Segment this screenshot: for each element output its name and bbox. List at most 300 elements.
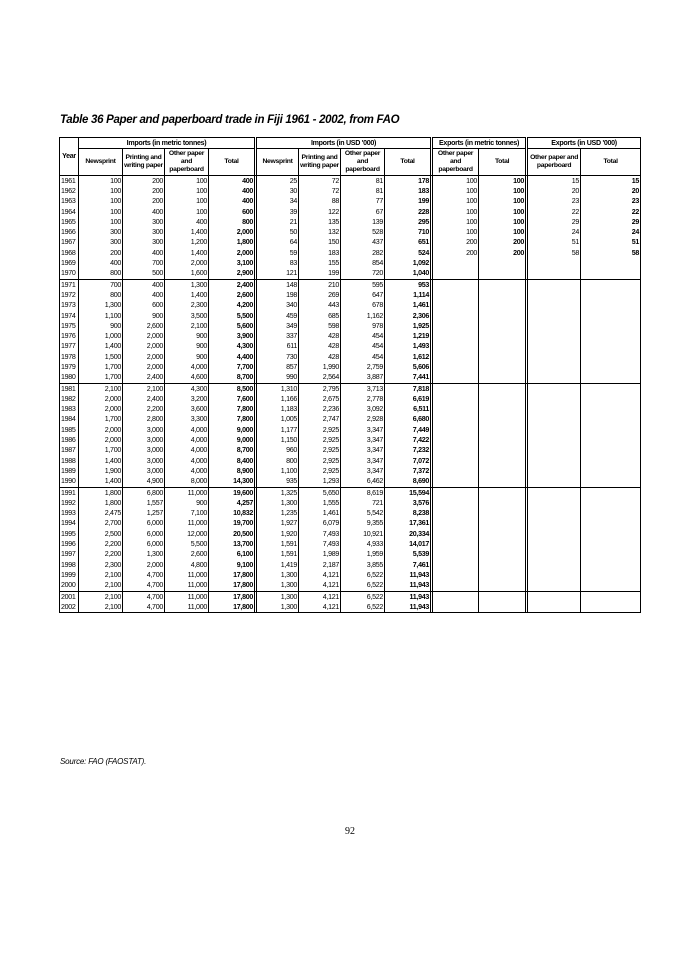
value-cell: 6,800	[123, 487, 165, 498]
value-cell: 9,000	[209, 425, 255, 435]
value-cell: 4,121	[299, 570, 341, 580]
value-cell	[433, 487, 479, 498]
value-cell: 2,925	[299, 466, 341, 476]
value-cell	[433, 383, 479, 394]
value-cell	[433, 342, 479, 352]
value-cell: 15,594	[385, 487, 431, 498]
col-total: Total	[209, 149, 255, 176]
value-cell: 6,511	[385, 405, 431, 415]
value-cell: 935	[257, 477, 299, 488]
value-cell: 2,000	[123, 362, 165, 372]
value-cell	[581, 352, 641, 362]
value-cell: 58	[581, 248, 641, 258]
value-cell: 900	[165, 331, 209, 341]
value-cell: 2,500	[79, 529, 123, 539]
value-cell: 8,400	[209, 456, 255, 466]
value-cell: 6,522	[341, 591, 385, 602]
value-cell: 459	[257, 311, 299, 321]
value-cell	[479, 352, 526, 362]
value-cell	[433, 570, 479, 580]
value-cell: 900	[123, 311, 165, 321]
value-cell: 700	[123, 258, 165, 268]
value-cell: 72	[299, 176, 341, 187]
table-row	[60, 581, 641, 592]
value-cell: 2,600	[209, 290, 255, 300]
table-row	[60, 394, 641, 404]
value-cell: 1,500	[79, 352, 123, 362]
value-cell	[528, 477, 581, 488]
value-cell: 5,500	[165, 539, 209, 549]
value-cell	[433, 290, 479, 300]
value-cell: 200	[433, 248, 479, 258]
value-cell	[581, 383, 641, 394]
value-cell: 11,000	[165, 591, 209, 602]
value-cell: 100	[79, 186, 123, 196]
value-cell: 528	[341, 227, 385, 237]
value-cell: 12,000	[165, 529, 209, 539]
value-cell: 1,235	[257, 509, 299, 519]
value-cell: 1,461	[385, 301, 431, 311]
value-cell	[581, 570, 641, 580]
table-row	[60, 269, 641, 280]
col-newsprint: Newsprint	[257, 149, 299, 176]
col-printing: Printing and writing paper	[123, 149, 165, 176]
value-cell: 100	[479, 197, 526, 207]
value-cell	[528, 539, 581, 549]
value-cell: 7,493	[299, 539, 341, 549]
value-cell: 1,293	[299, 477, 341, 488]
value-cell: 5,600	[209, 321, 255, 331]
value-cell: 400	[209, 186, 255, 196]
value-cell	[479, 258, 526, 268]
value-cell: 100	[433, 217, 479, 227]
value-cell: 437	[341, 238, 385, 248]
value-cell	[479, 519, 526, 529]
value-cell: 1,300	[257, 581, 299, 592]
value-cell: 9,100	[209, 560, 255, 570]
value-cell: 2,000	[123, 331, 165, 341]
table-row	[60, 415, 641, 425]
table-row	[60, 227, 641, 237]
value-cell	[581, 529, 641, 539]
value-cell: 100	[433, 197, 479, 207]
table-row	[60, 279, 641, 290]
value-cell: 25	[257, 176, 299, 187]
value-cell	[581, 415, 641, 425]
value-cell	[479, 301, 526, 311]
value-cell: 100	[479, 207, 526, 217]
value-cell	[528, 509, 581, 519]
col-newsprint: Newsprint	[79, 149, 123, 176]
value-cell: 2,747	[299, 415, 341, 425]
table-row	[60, 602, 641, 613]
value-cell: 978	[341, 321, 385, 331]
value-cell: 857	[257, 362, 299, 372]
value-cell: 11,000	[165, 581, 209, 592]
exports-usd-header: Exports (in USD '000)	[528, 138, 641, 149]
value-cell: 100	[479, 217, 526, 227]
value-cell: 1,900	[79, 466, 123, 476]
table-row	[60, 529, 641, 539]
value-cell: 81	[341, 186, 385, 196]
value-cell	[528, 362, 581, 372]
value-cell	[528, 373, 581, 384]
value-cell	[528, 258, 581, 268]
value-cell: 30	[257, 186, 299, 196]
value-cell: 2,000	[209, 248, 255, 258]
value-cell: 685	[299, 311, 341, 321]
value-cell: 428	[299, 331, 341, 341]
value-cell: 2,925	[299, 425, 341, 435]
value-cell: 20,500	[209, 529, 255, 539]
value-cell	[581, 279, 641, 290]
value-cell	[433, 550, 479, 560]
year-cell: 1998	[60, 560, 79, 570]
value-cell: 2,000	[123, 560, 165, 570]
value-cell: 2,187	[299, 560, 341, 570]
value-cell	[479, 279, 526, 290]
value-cell: 24	[581, 227, 641, 237]
year-cell: 1982	[60, 394, 79, 404]
value-cell: 300	[79, 227, 123, 237]
value-cell: 2,000	[209, 227, 255, 237]
value-cell: 200	[123, 176, 165, 187]
year-cell: 1965	[60, 217, 79, 227]
col-other: Other paper and paperboard	[341, 149, 385, 176]
value-cell: 11,943	[385, 581, 431, 592]
value-cell: 88	[299, 197, 341, 207]
value-cell: 17,361	[385, 519, 431, 529]
value-cell: 990	[257, 373, 299, 384]
value-cell: 337	[257, 331, 299, 341]
value-cell: 1,325	[257, 487, 299, 498]
table-row	[60, 519, 641, 529]
col-printing: Printing and writing paper	[299, 149, 341, 176]
year-cell: 1983	[60, 405, 79, 415]
value-cell	[528, 487, 581, 498]
value-cell	[479, 405, 526, 415]
value-cell	[528, 456, 581, 466]
value-cell: 340	[257, 301, 299, 311]
value-cell	[528, 279, 581, 290]
value-cell: 3,500	[165, 311, 209, 321]
value-cell: 1,219	[385, 331, 431, 341]
imports-usd-header: Imports (in USD '000)	[257, 138, 431, 149]
value-cell	[479, 487, 526, 498]
value-cell	[528, 331, 581, 341]
value-cell: 3,347	[341, 435, 385, 445]
value-cell: 2,400	[123, 373, 165, 384]
value-cell: 3,347	[341, 456, 385, 466]
col-other: Other paper and paperboard	[165, 149, 209, 176]
value-cell	[433, 466, 479, 476]
value-cell	[528, 269, 581, 280]
table-row	[60, 362, 641, 372]
value-cell: 900	[165, 352, 209, 362]
value-cell	[433, 539, 479, 549]
value-cell: 6,522	[341, 581, 385, 592]
value-cell	[581, 519, 641, 529]
value-cell	[581, 258, 641, 268]
value-cell: 400	[123, 279, 165, 290]
value-cell: 15	[528, 176, 581, 187]
value-cell: 454	[341, 352, 385, 362]
value-cell: 3,200	[165, 394, 209, 404]
value-cell: 17,800	[209, 591, 255, 602]
value-cell: 14,017	[385, 539, 431, 549]
value-cell: 5,500	[209, 311, 255, 321]
value-cell: 15	[581, 176, 641, 187]
value-cell	[528, 311, 581, 321]
year-cell: 1997	[60, 550, 79, 560]
value-cell	[479, 560, 526, 570]
value-cell: 1,927	[257, 519, 299, 529]
value-cell: 100	[165, 186, 209, 196]
trade-table	[59, 137, 641, 613]
value-cell: 155	[299, 258, 341, 268]
value-cell: 300	[79, 238, 123, 248]
value-cell: 4,700	[123, 602, 165, 613]
value-cell: 960	[257, 446, 299, 456]
value-cell: 400	[209, 176, 255, 187]
value-cell: 72	[299, 186, 341, 196]
year-cell: 1968	[60, 248, 79, 258]
value-cell: 1,920	[257, 529, 299, 539]
value-cell: 1,200	[165, 238, 209, 248]
value-cell	[528, 519, 581, 529]
value-cell	[581, 466, 641, 476]
value-cell	[479, 394, 526, 404]
table-row	[60, 186, 641, 196]
value-cell: 6,100	[209, 550, 255, 560]
year-cell: 1972	[60, 290, 79, 300]
value-cell: 651	[385, 238, 431, 248]
value-cell: 8,900	[209, 466, 255, 476]
value-cell	[433, 509, 479, 519]
value-cell	[479, 269, 526, 280]
value-cell: 598	[299, 321, 341, 331]
table-row	[60, 435, 641, 445]
value-cell	[479, 466, 526, 476]
value-cell: 300	[123, 217, 165, 227]
value-cell: 700	[79, 279, 123, 290]
year-cell: 1967	[60, 238, 79, 248]
value-cell	[581, 539, 641, 549]
value-cell: 183	[385, 186, 431, 196]
value-cell: 7,441	[385, 373, 431, 384]
value-cell: 200	[123, 186, 165, 196]
value-cell: 3,000	[123, 466, 165, 476]
value-cell: 24	[528, 227, 581, 237]
value-cell	[479, 550, 526, 560]
value-cell	[528, 560, 581, 570]
year-cell: 1992	[60, 498, 79, 508]
value-cell	[433, 301, 479, 311]
value-cell: 2,100	[79, 383, 123, 394]
value-cell: 14,300	[209, 477, 255, 488]
table-row	[60, 405, 641, 415]
value-cell	[433, 362, 479, 372]
table-row	[60, 301, 641, 311]
value-cell	[479, 498, 526, 508]
value-cell: 400	[209, 197, 255, 207]
year-cell: 2002	[60, 602, 79, 613]
value-cell: 4,700	[123, 570, 165, 580]
value-cell: 721	[341, 498, 385, 508]
value-cell: 1,700	[79, 373, 123, 384]
value-cell	[581, 311, 641, 321]
value-cell: 1,183	[257, 405, 299, 415]
value-cell	[433, 425, 479, 435]
value-cell: 8,000	[165, 477, 209, 488]
page-number: 92	[345, 826, 355, 837]
value-cell: 443	[299, 301, 341, 311]
value-cell: 10,832	[209, 509, 255, 519]
year-cell: 1984	[60, 415, 79, 425]
value-cell: 178	[385, 176, 431, 187]
year-cell: 1990	[60, 477, 79, 488]
value-cell	[433, 415, 479, 425]
value-cell: 282	[341, 248, 385, 258]
value-cell: 100	[479, 186, 526, 196]
value-cell: 454	[341, 342, 385, 352]
value-cell: 600	[123, 301, 165, 311]
value-cell: 6,680	[385, 415, 431, 425]
value-cell: 6,000	[123, 539, 165, 549]
year-cell: 1963	[60, 197, 79, 207]
col-total: Total	[479, 149, 526, 176]
year-cell: 1994	[60, 519, 79, 529]
value-cell: 8,700	[209, 446, 255, 456]
value-cell: 953	[385, 279, 431, 290]
value-cell: 100	[433, 176, 479, 187]
value-cell: 2,600	[165, 550, 209, 560]
value-cell: 1,925	[385, 321, 431, 331]
value-cell	[528, 321, 581, 331]
year-cell: 1977	[60, 342, 79, 352]
value-cell: 1,092	[385, 258, 431, 268]
value-cell: 1,150	[257, 435, 299, 445]
value-cell: 1,300	[165, 279, 209, 290]
value-cell: 4,600	[165, 373, 209, 384]
value-cell	[433, 602, 479, 613]
value-cell: 1,000	[79, 331, 123, 341]
value-cell: 2,100	[79, 591, 123, 602]
value-cell: 349	[257, 321, 299, 331]
value-cell: 11,000	[165, 519, 209, 529]
value-cell: 2,300	[165, 301, 209, 311]
value-cell: 400	[123, 290, 165, 300]
value-cell	[479, 425, 526, 435]
value-cell: 1,700	[79, 415, 123, 425]
value-cell: 11,000	[165, 602, 209, 613]
value-cell: 7,818	[385, 383, 431, 394]
value-cell	[581, 425, 641, 435]
table-row	[60, 456, 641, 466]
value-cell: 2,925	[299, 456, 341, 466]
value-cell: 1,300	[123, 550, 165, 560]
value-cell	[528, 498, 581, 508]
value-cell	[581, 405, 641, 415]
value-cell	[581, 446, 641, 456]
value-cell	[528, 394, 581, 404]
value-cell: 1,177	[257, 425, 299, 435]
value-cell	[528, 290, 581, 300]
value-cell: 100	[433, 207, 479, 217]
value-cell	[528, 602, 581, 613]
value-cell: 20,334	[385, 529, 431, 539]
value-cell: 3,000	[123, 425, 165, 435]
value-cell	[581, 456, 641, 466]
value-cell	[479, 602, 526, 613]
value-cell: 2,236	[299, 405, 341, 415]
value-cell: 2,100	[123, 383, 165, 394]
value-cell: 3,900	[209, 331, 255, 341]
value-cell: 21	[257, 217, 299, 227]
value-cell: 6,522	[341, 602, 385, 613]
value-cell: 39	[257, 207, 299, 217]
value-cell: 199	[299, 269, 341, 280]
value-cell	[433, 269, 479, 280]
year-cell: 1973	[60, 301, 79, 311]
value-cell: 3,347	[341, 466, 385, 476]
value-cell	[433, 519, 479, 529]
value-cell	[528, 405, 581, 415]
year-cell: 1975	[60, 321, 79, 331]
value-cell: 9,000	[209, 435, 255, 445]
value-cell	[479, 477, 526, 488]
col-total: Total	[385, 149, 431, 176]
value-cell: 4,000	[165, 435, 209, 445]
value-cell: 6,462	[341, 477, 385, 488]
value-cell	[433, 311, 479, 321]
value-cell: 59	[257, 248, 299, 258]
year-cell: 1979	[60, 362, 79, 372]
value-cell: 6,079	[299, 519, 341, 529]
value-cell: 3,576	[385, 498, 431, 508]
value-cell: 7,493	[299, 529, 341, 539]
value-cell: 2,925	[299, 435, 341, 445]
value-cell: 77	[341, 197, 385, 207]
table-body	[60, 176, 641, 613]
table-row	[60, 539, 641, 549]
table-row	[60, 425, 641, 435]
year-cell: 1996	[60, 539, 79, 549]
value-cell: 2,475	[79, 509, 123, 519]
value-cell: 2,300	[79, 560, 123, 570]
value-cell	[581, 487, 641, 498]
value-cell: 7,372	[385, 466, 431, 476]
value-cell: 4,121	[299, 581, 341, 592]
value-cell: 1,162	[341, 311, 385, 321]
value-cell: 1,300	[79, 301, 123, 311]
value-cell: 1,400	[79, 342, 123, 352]
value-cell	[479, 529, 526, 539]
value-cell: 300	[123, 227, 165, 237]
value-cell: 2,306	[385, 311, 431, 321]
value-cell	[581, 435, 641, 445]
value-cell: 3,887	[341, 373, 385, 384]
year-cell: 1999	[60, 570, 79, 580]
value-cell: 7,232	[385, 446, 431, 456]
value-cell: 1,114	[385, 290, 431, 300]
value-cell: 1,557	[123, 498, 165, 508]
value-cell: 67	[341, 207, 385, 217]
value-cell: 2,000	[79, 435, 123, 445]
value-cell: 8,700	[209, 373, 255, 384]
value-cell	[479, 383, 526, 394]
value-cell: 34	[257, 197, 299, 207]
